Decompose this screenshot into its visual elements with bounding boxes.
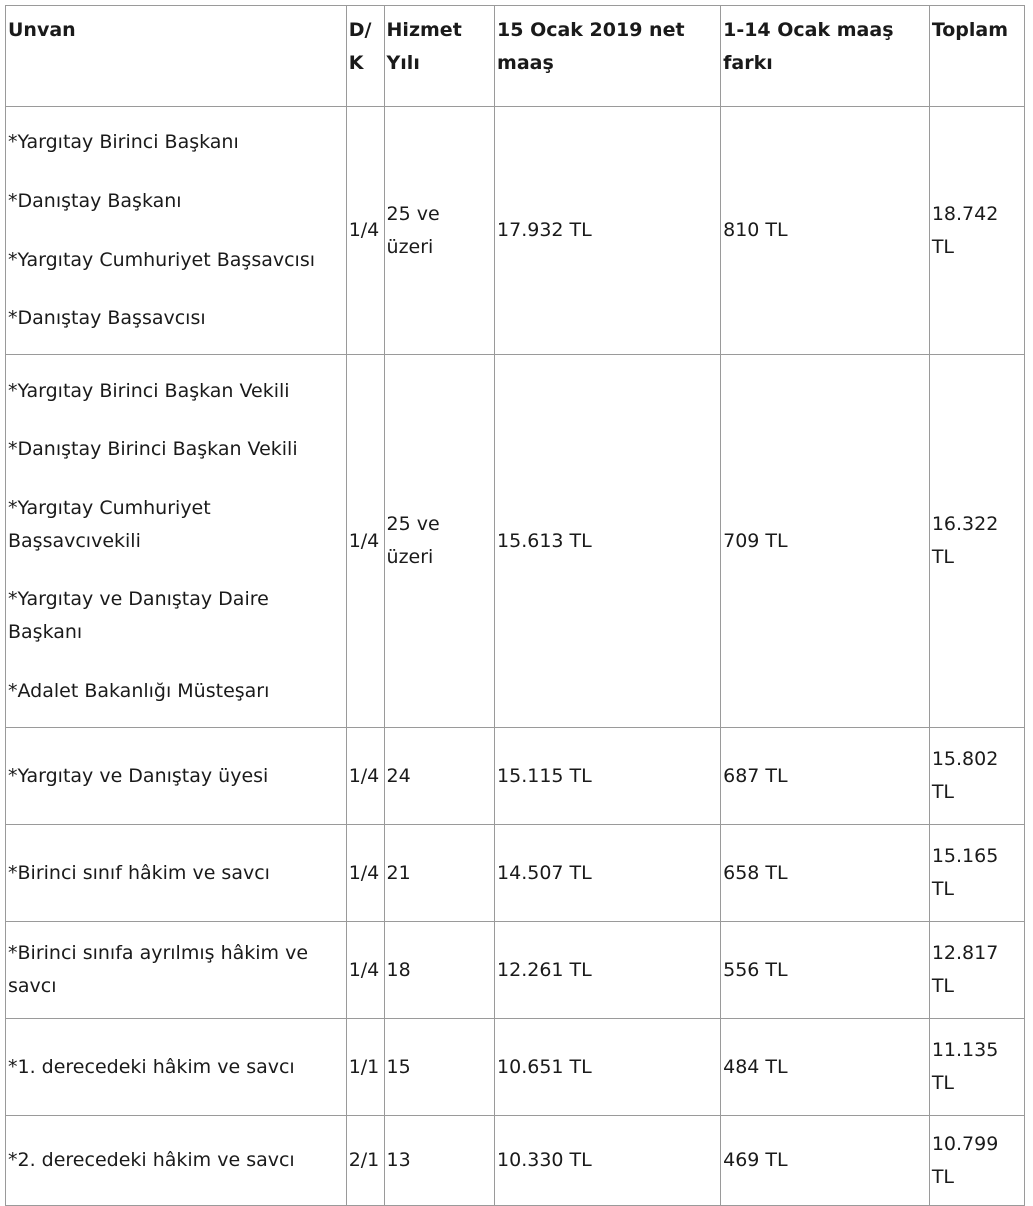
net-maas-cell: 15.613 TL [495, 355, 721, 728]
net-maas-cell: 12.261 TL [495, 922, 721, 1019]
table-row [6, 728, 1025, 825]
unvan-cell [6, 107, 347, 355]
dk-cell: 1/4 [346, 355, 384, 728]
unvan-title: *1. derecedeki hâkim ve savcı [8, 1055, 295, 1078]
unvan-title: *Yargıtay ve Danıştay üyesi [8, 764, 269, 787]
toplam-cell: 16.322 TL [929, 355, 1024, 728]
unvan-title: *Yargıtay Cumhuriyet Başsavcısı [8, 248, 316, 271]
hizmet-cell: 25 ve üzeri [384, 355, 494, 728]
toplam-cell: 15.802 TL [929, 728, 1024, 825]
toplam-cell: 18.742 TL [929, 107, 1024, 355]
maas-farki-cell: 658 TL [721, 825, 930, 922]
unvan-title: *Yargıtay Birinci Başkanı [8, 131, 239, 154]
unvan-title: *2. derecedeki hâkim ve savcı [8, 1149, 295, 1172]
dk-cell: 1/4 [346, 107, 384, 355]
unvan-title: *Danıştay Birinci Başkan Vekili [8, 438, 298, 461]
net-maas-cell: 15.115 TL [495, 728, 721, 825]
unvan-title: *Birinci sınıf hâkim ve savcı [8, 861, 270, 884]
table-row [6, 107, 1025, 355]
header-dk: D/K [346, 6, 384, 107]
unvan-title: *Yargıtay Cumhuriyet Başsavcıvekili [8, 496, 211, 552]
unvan-cell [6, 825, 347, 922]
table-row [6, 922, 1025, 1019]
header-hizmet-yili: Hizmet Yılı [384, 6, 494, 107]
header-toplam: Toplam [929, 6, 1024, 107]
hizmet-cell: 18 [384, 922, 494, 1019]
net-maas-cell: 17.932 TL [495, 107, 721, 355]
maas-farki-cell: 810 TL [721, 107, 930, 355]
unvan-title: *Birinci sınıfa ayrılmış hâkim ve savcı [8, 942, 309, 997]
net-maas-cell: 10.651 TL [495, 1019, 721, 1116]
dk-cell: 1/4 [346, 825, 384, 922]
unvan-cell [6, 1116, 347, 1206]
dk-cell: 1/4 [346, 728, 384, 825]
maas-farki-cell: 556 TL [721, 922, 930, 1019]
dk-cell: 1/4 [346, 922, 384, 1019]
table-row [6, 355, 1025, 728]
header-unvan: Unvan [6, 6, 347, 107]
header-row [6, 6, 1025, 107]
table-row [6, 1019, 1025, 1116]
table-row [6, 825, 1025, 922]
unvan-cell [6, 355, 347, 728]
unvan-cell [6, 922, 347, 1019]
hizmet-cell: 24 [384, 728, 494, 825]
unvan-title: *Yargıtay Birinci Başkan Vekili [8, 379, 290, 402]
maas-farki-cell: 709 TL [721, 355, 930, 728]
unvan-title: *Adalet Bakanlığı Müsteşarı [8, 679, 270, 702]
header-maas-farki: 1-14 Ocak maaş farkı [721, 6, 930, 107]
hizmet-cell: 13 [384, 1116, 494, 1206]
net-maas-cell: 14.507 TL [495, 825, 721, 922]
toplam-cell: 15.165 TL [929, 825, 1024, 922]
unvan-cell [6, 728, 347, 825]
maas-farki-cell: 687 TL [721, 728, 930, 825]
toplam-cell: 12.817 TL [929, 922, 1024, 1019]
unvan-title: *Danıştay Başsavcısı [8, 307, 206, 330]
header-net-maas: 15 Ocak 2019 net maaş [495, 6, 721, 107]
hizmet-cell: 21 [384, 825, 494, 922]
dk-cell: 2/1 [346, 1116, 384, 1206]
maas-farki-cell: 484 TL [721, 1019, 930, 1116]
dk-cell: 1/1 [346, 1019, 384, 1116]
hizmet-cell: 15 [384, 1019, 494, 1116]
toplam-cell: 10.799 TL [929, 1116, 1024, 1206]
table-row [6, 1116, 1025, 1206]
net-maas-cell: 10.330 TL [495, 1116, 721, 1206]
salary-table [5, 5, 1025, 1206]
toplam-cell: 11.135 TL [929, 1019, 1024, 1116]
maas-farki-cell: 469 TL [721, 1116, 930, 1206]
unvan-title: *Danıştay Başkanı [8, 189, 182, 212]
hizmet-cell: 25 ve üzeri [384, 107, 494, 355]
unvan-title: *Yargıtay ve Danıştay Daire Başkanı [8, 588, 269, 643]
unvan-cell [6, 1019, 347, 1116]
